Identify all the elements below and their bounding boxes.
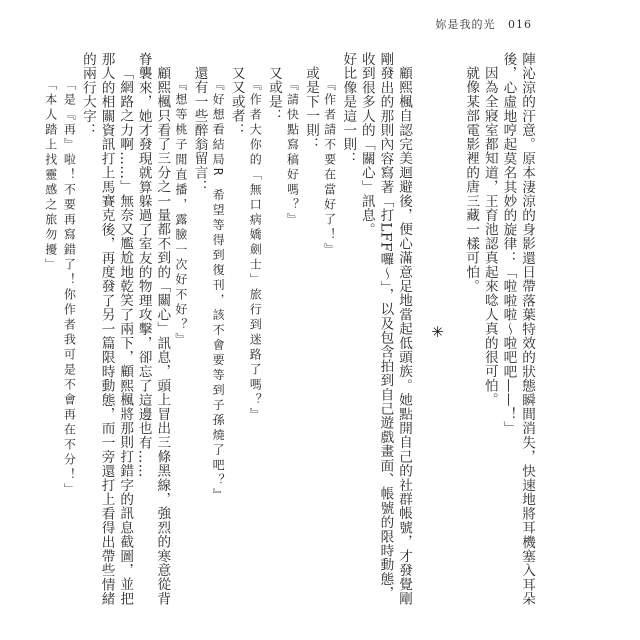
quote-line: 『作者大你的「無口病嬌劍士」旅行到迷路了嗎？』: [248, 78, 263, 424]
paragraph: 好比像是這一則：: [340, 52, 357, 166]
section-separator: ✳: [428, 322, 447, 342]
paragraph: 因為全寢室都知道，王育池認真起來唸人真的很可怕。: [481, 65, 498, 407]
quote-line: 『請快點寫稿好嗎？』: [285, 78, 300, 229]
quote-line: 『想等桃子閒直播，露臉一次好不好？』: [173, 78, 188, 349]
paragraph: 或是下一則：: [303, 65, 320, 151]
spacer: [448, 52, 462, 612]
vertical-body-text: [43, 52, 536, 612]
paragraph: 還有一些醉翁留言：: [191, 65, 208, 194]
book-title: 妳是我的光: [435, 18, 496, 31]
quote-line: 「是『再』啦！不要再寫錯了！你作者我可是不會再在不分！」: [62, 78, 77, 499]
paragraph: 陣沁涼的汗意。原本淒涼的身影還日帶落葉特效的狀態瞬間消失，快速地將耳機塞入耳朵後，心虛地哼起莫名其妙的旋律：「啦啦啦～啦吧吧——！」: [500, 52, 535, 606]
paragraph: 顧熙楓自認完美迴避後，便心滿意足地當起低頭族。她點開自己的社群帳號，才發覺剛剛發出的那則內容寫著「打LFF囉～」，以及包含拍到自己遊戲畫面、帳號的限時動態，收到很多人的「關心」訊息。: [358, 52, 413, 606]
paragraph: 又又或者：: [228, 65, 245, 137]
spacer: [413, 52, 427, 612]
quote-line: 「本人踏上找靈感之旅勿擾」: [43, 78, 58, 274]
paragraph: 就像某部電影裡的唐三藏一樣可怕。: [463, 65, 480, 293]
paragraph: 又或是：: [265, 65, 282, 123]
running-header: [428, 16, 533, 32]
paragraph: 顧熙楓只看了三分之一量都不到的「關心」訊息，頭上冒出三條黑線，強烈的寒意從背脊襲來，她才發現就算躲過了室友的物理攻擊，卻忘了這邊也有……: [135, 52, 171, 606]
page-number: 016: [508, 18, 532, 31]
quote-line: 『作者請不要在當好了！』: [322, 78, 337, 259]
paragraph: 「網路之力啊……」無奈又尷尬地乾笑了兩下，顧熙楓將那則打錯字的訊息截圖，並把那人的相關資訊打上馬賽克後，再度發了另一篇限時動態，而一旁還打上看得出帶些情緒的兩行大字：: [79, 52, 134, 606]
quote-line: 『好想看結局R 希望等得到復刊，該不會要等到子孫燒了吧？』: [211, 78, 226, 504]
